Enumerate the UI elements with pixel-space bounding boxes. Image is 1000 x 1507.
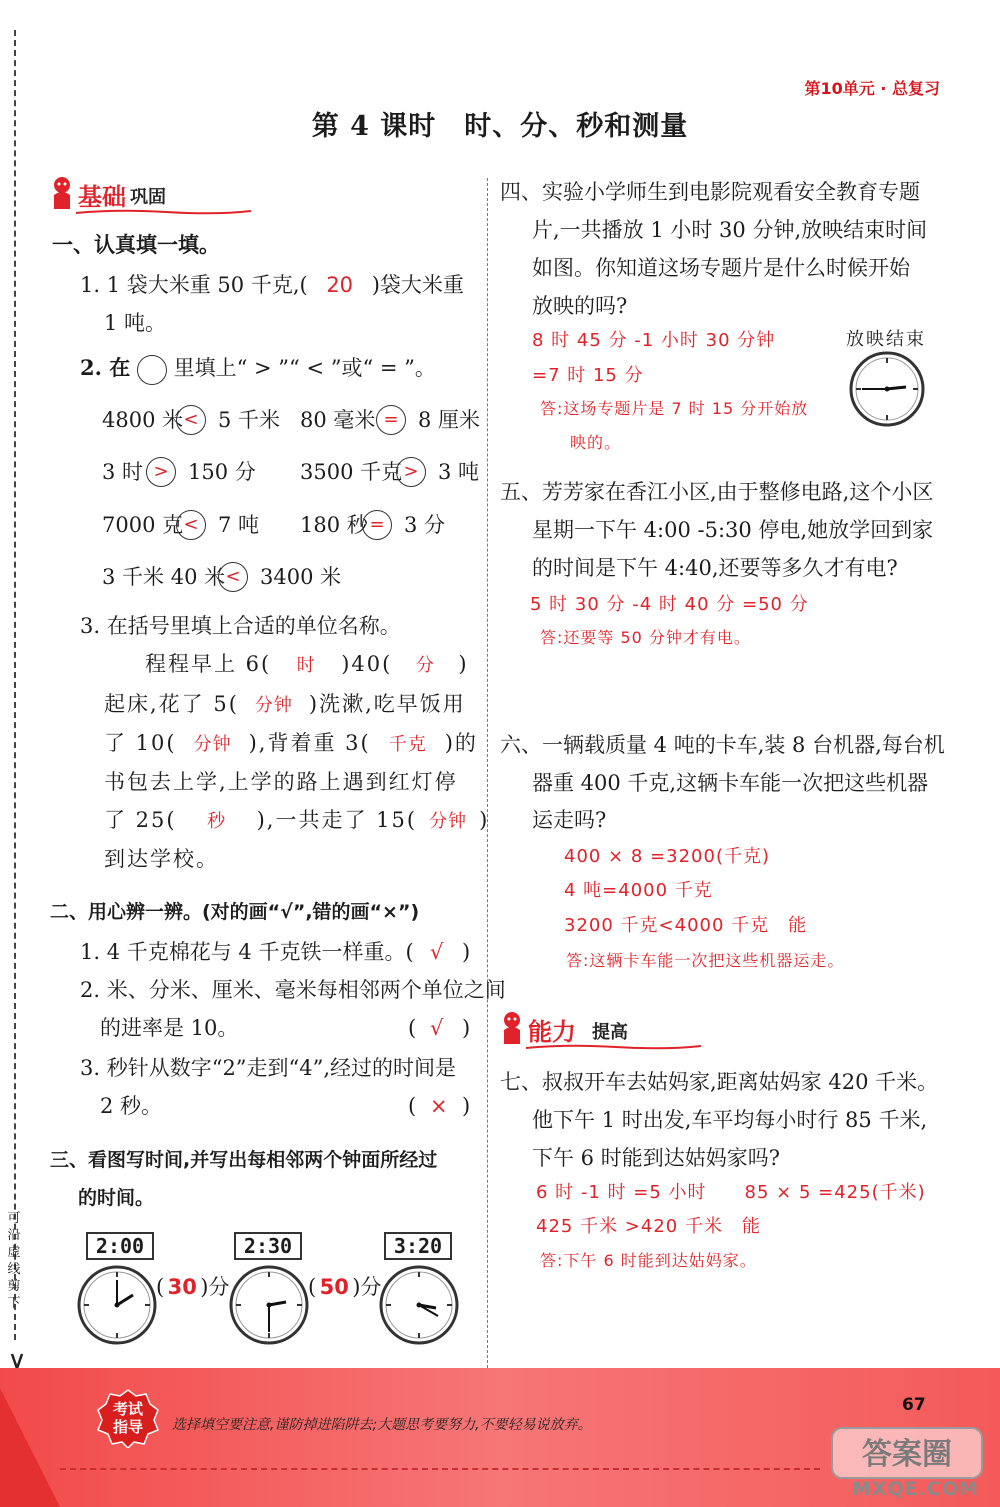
q2-item2-answer: √ bbox=[430, 1016, 444, 1040]
page-number: 67 bbox=[902, 1395, 926, 1415]
gap-2: ( 50 )分 bbox=[308, 1275, 382, 1299]
q2-item3: 3. 秒针从数字“2”走到“4”,经过的时间是 bbox=[80, 1056, 457, 1080]
q2-item2-paren-open: ( bbox=[408, 1016, 417, 1040]
q2-item1: 1. 4 千克棉花与 4 千克铁一样重。( bbox=[80, 940, 414, 964]
q2-item1-answer: √ bbox=[430, 940, 444, 964]
q1-item3-title: 3. 在括号里填上合适的单位名称。 bbox=[80, 614, 401, 638]
tip-badge-label: 考试指导 bbox=[112, 1400, 143, 1436]
q7-answer-2: 425 千米 >420 千米 能 bbox=[536, 1216, 761, 1237]
q6-answer-3: 3200 千克<4000 千克 能 bbox=[564, 915, 808, 936]
q5-line2: 星期一下午 4:00 -5:30 停电,她放学回到家 bbox=[532, 518, 934, 542]
compare-left: 3 时 bbox=[102, 460, 144, 484]
q1-item3-line1: 程程早上 6( 时 )40( 分 ) bbox=[145, 652, 469, 676]
q2-item3-answer: × bbox=[430, 1094, 448, 1118]
column-divider bbox=[487, 178, 488, 1368]
time-box: 3:20 bbox=[384, 1232, 452, 1260]
compare-left: 3 千米 40 米 bbox=[102, 565, 226, 589]
compare-answer: > bbox=[396, 457, 426, 487]
section-ability-heading bbox=[498, 1010, 718, 1050]
q4-answer-1: 8 时 45 分 -1 小时 30 分钟 bbox=[532, 330, 776, 351]
compare-answer: < bbox=[176, 510, 206, 540]
q1-item2-title: 2. 在 里填上“ > ”“ < ”或“ = ”。 bbox=[80, 354, 436, 385]
clock-caption: 放映结束 bbox=[846, 329, 926, 350]
q7-answer-3: 答:下午 6 时能到达姑妈家。 bbox=[540, 1251, 757, 1270]
q2-item1-paren: ) bbox=[462, 940, 471, 964]
q3-title-line2: 的时间。 bbox=[78, 1187, 155, 1209]
empty-circle bbox=[137, 355, 167, 385]
q5-line3: 的时间是下午 4:40,还要等多久才有电? bbox=[532, 556, 898, 580]
q4-line2: 片,一共播放 1 小时 30 分钟,放映结束时间 bbox=[532, 218, 928, 242]
compare-answer: = bbox=[362, 510, 392, 540]
compare-right: 7 吨 bbox=[218, 513, 260, 537]
q1-title: 一、认真填一填。 bbox=[52, 233, 220, 257]
section-basic-heading bbox=[48, 175, 268, 215]
compare-right: 3 吨 bbox=[438, 460, 480, 484]
watermark-url: MXQE.COM bbox=[852, 1478, 979, 1500]
watermark-text: 答案圈 bbox=[862, 1437, 952, 1472]
q4-answer-2: =7 时 15 分 bbox=[532, 365, 644, 386]
time-box: 2:30 bbox=[234, 1232, 302, 1260]
q2-item3-paren-close: ) bbox=[462, 1094, 471, 1118]
compare-left: 180 秒 bbox=[300, 513, 368, 537]
q6-answer-2: 4 吨=4000 千克 bbox=[564, 880, 713, 901]
q4-answer-4: 映的。 bbox=[570, 433, 622, 452]
section-basic-subtitle: 巩固 bbox=[130, 187, 166, 208]
q7-line3: 下午 6 时能到达姑妈家吗? bbox=[532, 1146, 780, 1170]
compare-answer: < bbox=[218, 562, 248, 592]
cut-hint: 可沿虚线剪下 bbox=[7, 1211, 21, 1311]
end-clock bbox=[848, 350, 926, 428]
compare-right: 150 分 bbox=[188, 460, 256, 484]
clock-face-3 bbox=[378, 1264, 460, 1346]
q1-item3-line4: 书包去上学,上学的路上遇到红灯停 bbox=[104, 770, 458, 794]
compare-answer: = bbox=[376, 405, 406, 435]
q6-answer-4: 答:这辆卡车能一次把这些机器运走。 bbox=[566, 951, 845, 970]
q1-item3-line6: 到达学校。 bbox=[104, 847, 219, 871]
q6-line2: 器重 400 千克,这辆卡车能一次把这些机器 bbox=[532, 771, 929, 795]
cut-line bbox=[14, 30, 16, 1340]
compare-right: 8 厘米 bbox=[418, 408, 481, 432]
heading-underline bbox=[526, 1044, 701, 1050]
lesson-title: 第 4 课时 时、分、秒和测量 bbox=[311, 111, 689, 142]
time-box: 2:00 bbox=[86, 1232, 154, 1260]
compare-answer: > bbox=[146, 457, 176, 487]
compare-left: 3500 千克 bbox=[300, 460, 403, 484]
q4-line4: 放映的吗? bbox=[532, 294, 628, 318]
clock-face-1 bbox=[76, 1264, 158, 1346]
q6-answer-1: 400 × 8 =3200(千克) bbox=[564, 846, 770, 867]
section-basic-title: 基础 bbox=[78, 183, 126, 211]
q2-item2-line2: 的进率是 10。 bbox=[100, 1016, 239, 1040]
q3-title-line1: 三、看图写时间,并写出每相邻两个钟面所经过 bbox=[50, 1149, 438, 1171]
compare-right: 3 分 bbox=[404, 513, 446, 537]
q1-item3-line5: 了 25( 秒 ),一共走了 15( 分钟 ) bbox=[104, 808, 490, 832]
compare-right: 5 千米 bbox=[218, 408, 281, 432]
q1-item1-line1: 1. 1 袋大米重 50 千克,( 20 )袋大米重 bbox=[80, 273, 464, 297]
section-ability-subtitle: 提高 bbox=[592, 1022, 628, 1043]
q1-item3-line3: 了 10( 分钟 ),背着重 3( 千克 )的 bbox=[104, 731, 478, 755]
heading-underline bbox=[76, 209, 251, 215]
q5-line1: 五、芳芳家在香江小区,由于整修电路,这个小区 bbox=[500, 480, 934, 504]
answer: 20 bbox=[326, 273, 354, 297]
q1-item3-line2: 起床,花了 5( 分钟 )洗漱,吃早饭用 bbox=[104, 692, 466, 716]
footer-tip: 选择填空要注意,谨防掉进陷阱去;大题思考要努力,不要轻易说放弃。 bbox=[172, 1417, 592, 1433]
q7-answer-1: 6 时 -1 时 =5 小时 85 × 5 =425(千米) bbox=[536, 1182, 926, 1203]
q4-line1: 四、实验小学师生到电影院观看安全教育专题 bbox=[500, 180, 920, 204]
mascot-icon bbox=[48, 175, 76, 211]
q4-line3: 如图。你知道这场专题片是什么时候开始 bbox=[532, 256, 910, 280]
q2-title: 二、用心辨一辨。(对的画“√”,错的画“×”) bbox=[50, 901, 420, 923]
q6-line3: 运走吗? bbox=[532, 808, 607, 832]
mascot-icon bbox=[498, 1010, 526, 1046]
q4-answer-3: 答:这场专题片是 7 时 15 分开始放 bbox=[540, 399, 809, 418]
section-ability-title: 能力 bbox=[528, 1018, 576, 1046]
q2-item2-paren-close: ) bbox=[462, 1016, 471, 1040]
compare-right: 3400 米 bbox=[260, 565, 342, 589]
footer-dash-line bbox=[60, 1468, 820, 1470]
q5-answer-2: 答:还要等 50 分钟才有电。 bbox=[540, 628, 751, 647]
clock-face-2 bbox=[228, 1264, 310, 1346]
unit-label: 第10单元 · 总复习 bbox=[804, 79, 940, 98]
q7-line1: 七、叔叔开车去姑妈家,距离姑妈家 420 千米。 bbox=[500, 1070, 939, 1094]
compare-left: 4800 米 bbox=[102, 408, 184, 432]
q5-answer-1: 5 时 30 分 -4 时 40 分 =50 分 bbox=[530, 594, 809, 615]
q2-item3-line2: 2 秒。 bbox=[100, 1094, 163, 1118]
q6-line1: 六、一辆载质量 4 吨的卡车,装 8 台机器,每台机 bbox=[500, 733, 945, 757]
q1-item1-line2: 1 吨。 bbox=[104, 311, 167, 335]
compare-answer: < bbox=[176, 405, 206, 435]
compare-left: 7000 克 bbox=[102, 513, 184, 537]
q2-item2: 2. 米、分米、厘米、毫米每相邻两个单位之间 bbox=[80, 978, 506, 1002]
gap-1: ( 30 )分 bbox=[156, 1275, 230, 1299]
q7-line2: 他下午 1 时出发,车平均每小时行 85 千米, bbox=[532, 1108, 928, 1132]
compare-left: 80 毫米 bbox=[300, 408, 376, 432]
q2-item3-paren-open: ( bbox=[408, 1094, 417, 1118]
